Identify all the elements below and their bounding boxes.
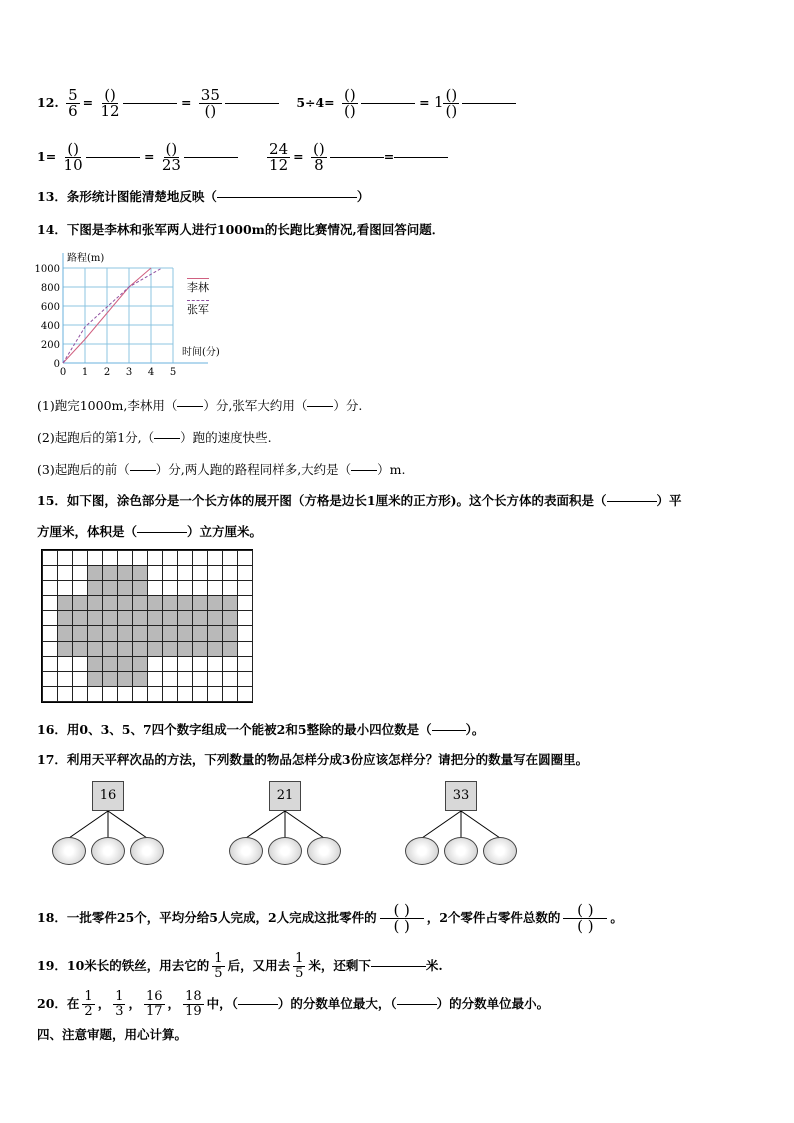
grid-cell: [42, 686, 58, 702]
t: 15．如下图，涂色部分是一个长方体的展开图（方格是边长1厘米的正方形)。这个长方体的表面积是（: [37, 493, 607, 508]
answer-blank[interactable]: [307, 406, 333, 407]
grid-cell: [72, 580, 88, 596]
grid-cell: [177, 550, 193, 566]
y-tick-label: 200: [40, 340, 60, 351]
t: ）的分数单位最小。: [436, 996, 550, 1011]
grid-cell: [147, 625, 163, 641]
den-blank[interactable]: ( ): [577, 917, 594, 935]
eq: =: [82, 95, 94, 110]
grid-cell: [192, 610, 208, 626]
grid-cell: [72, 610, 88, 626]
grid-cell: [162, 641, 178, 657]
grid-cell: [147, 656, 163, 672]
grid-cell: [207, 641, 223, 657]
grid-cell: [177, 686, 193, 702]
grid-cell: [192, 625, 208, 641]
t: 。: [610, 910, 623, 925]
num: (): [344, 86, 356, 104]
num: 1: [214, 951, 223, 966]
answer-blank[interactable]: [238, 1004, 278, 1005]
answer-circle[interactable]: [405, 837, 439, 865]
q14-text: 14．下图是李林和张军两人进行1000m的长跑比赛情况,看图回答问题．: [37, 222, 445, 237]
num: 1: [115, 989, 124, 1004]
grid-cell: [237, 641, 253, 657]
answer-circle[interactable]: [229, 837, 263, 865]
grid-cell: [207, 580, 223, 596]
answer-blank[interactable]: [394, 157, 448, 158]
grid-cell: [102, 610, 118, 626]
grid-cell: [207, 625, 223, 641]
eq: =: [419, 95, 430, 110]
quantity-box: 21: [269, 781, 301, 811]
grid-cell: [237, 610, 253, 626]
grid-cell: [117, 686, 133, 702]
answer-blank[interactable]: [184, 157, 238, 158]
grid-cell: [132, 580, 148, 596]
grid-cell: [117, 610, 133, 626]
t: ）分,张军大约用（: [203, 398, 308, 413]
grid-cell: [222, 595, 238, 611]
grid-cell: [207, 610, 223, 626]
grid-cell: [237, 625, 253, 641]
grid-cell: [222, 625, 238, 641]
q17-text: 17．利用天平秤次品的方法，下列数量的物品怎样分成3份应该怎样分？请把分的数量写在圆圈里。: [37, 752, 589, 767]
grid-cell: [87, 671, 103, 687]
grid-cell: [132, 625, 148, 641]
q16: [37, 720, 484, 738]
grid-cell: [147, 671, 163, 687]
grid-cell: [162, 671, 178, 687]
den: 19: [185, 1004, 202, 1019]
grid-cell: [207, 671, 223, 687]
grid-cell: [207, 565, 223, 581]
den-blank[interactable]: ( ): [393, 917, 410, 935]
answer-circle[interactable]: [307, 837, 341, 865]
grid-cell: [207, 686, 223, 702]
grid-cell: [57, 595, 73, 611]
quantity-box: 16: [92, 781, 124, 811]
grid-cell: [207, 595, 223, 611]
t: 16．用0、3、5、7四个数字组成一个能被2和5整除的最小四位数是（: [37, 722, 432, 737]
grid-cell: [222, 656, 238, 672]
grid-cell: [222, 686, 238, 702]
paren: ）: [356, 189, 370, 204]
grid-cell: [42, 671, 58, 687]
eq: =: [383, 149, 395, 164]
q18: [37, 903, 623, 934]
grid-cell: [72, 671, 88, 687]
answer-circle[interactable]: [130, 837, 164, 865]
t: (3)起跑后的前（: [37, 462, 130, 477]
grid-cell: [177, 671, 193, 687]
y-tick-label: 0: [53, 359, 60, 370]
grid-cell: [162, 625, 178, 641]
eq: =: [143, 149, 155, 164]
grid-cell: [42, 641, 58, 657]
grid-cell: [192, 671, 208, 687]
den: 6: [68, 102, 78, 120]
y-tick-label: 1000: [34, 264, 60, 275]
grid-cell: [162, 550, 178, 566]
den: 12: [100, 102, 120, 120]
grid-cell: [177, 595, 193, 611]
grid-cell: [222, 580, 238, 596]
grid-cell: [87, 550, 103, 566]
grid-cell: [57, 610, 73, 626]
q14-sub2: [37, 428, 272, 446]
grid-cell: [177, 580, 193, 596]
den: 2: [84, 1004, 93, 1019]
grid-cell: [132, 656, 148, 672]
grid-cell: [102, 580, 118, 596]
den: (): [445, 102, 458, 120]
q15-line1: [37, 491, 682, 509]
x-tick-label: 5: [169, 367, 177, 378]
grid-cell: [132, 565, 148, 581]
grid-cell: [87, 686, 103, 702]
grid-cell: [237, 565, 253, 581]
grid-cell: [42, 656, 58, 672]
q13-text: 13．条形统计图能清楚地反映（: [37, 189, 217, 204]
grid-cell: [162, 610, 178, 626]
grid-cell: [57, 625, 73, 641]
quantity-box: 33: [445, 781, 477, 811]
grid-cell: [132, 610, 148, 626]
grid-cell: [207, 656, 223, 672]
grid-cell: [222, 550, 238, 566]
grid-cell: [162, 565, 178, 581]
grid-cell: [177, 656, 193, 672]
grid-cell: [102, 625, 118, 641]
grid-cell: [237, 686, 253, 702]
q12-line2: [37, 142, 448, 173]
answer-blank[interactable]: [217, 197, 357, 198]
t: (1)跑完1000m,李林用（: [37, 398, 178, 413]
q15-line2: [37, 522, 262, 540]
answer-circle[interactable]: [91, 837, 125, 865]
t: ）分,两人跑的路程同样多,大约是（: [155, 462, 352, 477]
mixed-whole: 1: [433, 93, 444, 111]
t: ，: [97, 996, 111, 1011]
num: (): [104, 86, 116, 104]
grid-cell: [117, 580, 133, 596]
answer-blank[interactable]: [432, 730, 466, 731]
x-tick-label: 2: [103, 367, 111, 378]
answer-blank[interactable]: [330, 157, 384, 158]
answer-blank[interactable]: [130, 470, 156, 471]
t: 米，还剩下: [308, 958, 371, 973]
grid-cell: [147, 610, 163, 626]
div-expr: 5÷4=: [296, 95, 335, 110]
den: 3: [115, 1004, 124, 1019]
t: ，: [167, 996, 181, 1011]
grid-cell: [222, 671, 238, 687]
num: 24: [269, 140, 289, 158]
num: 16: [146, 989, 163, 1004]
num: (): [312, 140, 325, 158]
grid-cell: [147, 550, 163, 566]
grid-cell: [132, 550, 148, 566]
grid-cell: [102, 671, 118, 687]
series-line-dashed: [63, 268, 162, 363]
grid-cell: [87, 580, 103, 596]
grid-cell: [237, 580, 253, 596]
den: 5: [214, 966, 223, 981]
grid-cell: [72, 641, 88, 657]
grid-cell: [87, 656, 103, 672]
grid-cell: [42, 565, 58, 581]
answer-blank[interactable]: [361, 103, 415, 104]
den: 5: [295, 966, 304, 981]
answer-blank[interactable]: [462, 103, 516, 104]
t: 米.: [425, 958, 443, 973]
x-tick-label: 4: [147, 367, 155, 378]
grid-cell: [57, 686, 73, 702]
grid-cell: [222, 610, 238, 626]
den: 12: [269, 156, 289, 174]
t: ）m.: [377, 462, 406, 477]
grid-cell: [192, 641, 208, 657]
grid-cell: [147, 595, 163, 611]
grid-cell: [237, 671, 253, 687]
grid-cell: [117, 595, 133, 611]
den: 8: [314, 156, 324, 174]
grid-cell: [117, 641, 133, 657]
grid-cell: [42, 610, 58, 626]
grid-cell: [57, 580, 73, 596]
q-number: 12.: [37, 95, 59, 110]
grid-cell: [57, 671, 73, 687]
answer-blank[interactable]: [397, 1004, 437, 1005]
grid-cell: [192, 595, 208, 611]
grid-cell: [57, 550, 73, 566]
y-axis-label: 路程(m): [67, 253, 105, 264]
grid-cell: [162, 580, 178, 596]
t: 18．一批零件25个，平均分给5人完成，2人完成这批零件的: [37, 910, 377, 925]
grid-cell: [117, 625, 133, 641]
grid-cell: [102, 686, 118, 702]
grid-cell: [177, 565, 193, 581]
grid-cell: [72, 550, 88, 566]
q13: [37, 187, 369, 205]
grid-cell: [192, 580, 208, 596]
num-blank[interactable]: ( ): [380, 903, 424, 919]
q14-sub1: [37, 396, 362, 414]
y-tick-label: 800: [40, 283, 60, 294]
num: (): [445, 86, 458, 104]
grid-cell: [237, 595, 253, 611]
grid-cell: [147, 686, 163, 702]
t: (2)起跑后的第1分,（: [37, 430, 155, 445]
grid-cell: [132, 641, 148, 657]
grid-cell: [57, 565, 73, 581]
num: (): [165, 140, 178, 158]
grid-cell: [72, 686, 88, 702]
cuboid-net-grid: [41, 549, 253, 703]
answer-circle[interactable]: [52, 837, 86, 865]
grid-cell: [72, 625, 88, 641]
grid-cell: [42, 580, 58, 596]
grid-cell: [117, 671, 133, 687]
legend-lilin: 李林: [187, 278, 209, 295]
num: 1: [295, 951, 304, 966]
grid-cell: [87, 625, 103, 641]
one-eq: 1=: [37, 149, 57, 164]
grid-cell: [162, 686, 178, 702]
grid-cell: [207, 550, 223, 566]
grid-cell: [102, 550, 118, 566]
answer-blank[interactable]: [371, 966, 426, 967]
t: 20．在: [37, 996, 80, 1011]
grid-cell: [237, 656, 253, 672]
grid-cell: [57, 656, 73, 672]
x-tick-label: 3: [125, 367, 133, 378]
t: ）分.: [333, 398, 363, 413]
grid-cell: [42, 595, 58, 611]
t: ）跑的速度快些.: [180, 430, 272, 445]
den: (): [344, 102, 356, 120]
grid-cell: [147, 641, 163, 657]
grid-cell: [102, 656, 118, 672]
grid-cell: [162, 656, 178, 672]
grid-cell: [87, 641, 103, 657]
answer-blank[interactable]: [177, 406, 203, 407]
q19: [37, 952, 443, 981]
grid-cell: [42, 550, 58, 566]
t: ，2个零件占零件总数的: [426, 910, 561, 925]
section-heading: 四、注意审题，用心计算。: [37, 1027, 188, 1042]
answer-circle[interactable]: [444, 837, 478, 865]
t: 后，又用去: [227, 958, 291, 973]
grid-cell: [192, 686, 208, 702]
grid-cell: [177, 641, 193, 657]
answer-circle[interactable]: [268, 837, 302, 865]
answer-blank[interactable]: [351, 470, 377, 471]
den: (): [204, 102, 217, 120]
grid-cell: [177, 625, 193, 641]
y-tick-label: 600: [40, 302, 60, 313]
t: ）。: [465, 722, 485, 737]
num: 5: [68, 86, 78, 104]
grid-cell: [222, 641, 238, 657]
grid-cell: [192, 550, 208, 566]
grid-cell: [132, 686, 148, 702]
answer-blank[interactable]: [123, 103, 177, 104]
den: 10: [63, 156, 83, 174]
grid-cell: [192, 656, 208, 672]
x-axis-label: 时间(分): [182, 347, 220, 358]
legend-zhangjun: 张军: [187, 300, 209, 317]
answer-blank[interactable]: [154, 438, 180, 439]
grid-cell: [57, 641, 73, 657]
answer-blank[interactable]: [86, 157, 140, 158]
num-blank[interactable]: ( ): [563, 903, 607, 919]
grid-cell: [237, 550, 253, 566]
grid-cell: [147, 580, 163, 596]
num: 18: [185, 989, 202, 1004]
eq: =: [293, 149, 304, 164]
grid-cell: [102, 565, 118, 581]
den: 23: [161, 156, 181, 174]
answer-blank[interactable]: [607, 501, 657, 502]
x-tick-label: 0: [59, 367, 67, 378]
eq: =: [180, 95, 192, 110]
t: 方厘米，体积是（: [37, 524, 138, 539]
answer-blank[interactable]: [137, 532, 187, 533]
grid-cell: [72, 565, 88, 581]
grid-cell: [87, 565, 103, 581]
t: ，: [128, 996, 141, 1011]
grid-cell: [222, 565, 238, 581]
t: ）的分数单位最大，（: [277, 996, 397, 1011]
grid-cell: [132, 671, 148, 687]
grid-cell: [177, 610, 193, 626]
q14-sub3: [37, 460, 406, 478]
grid-cell: [117, 550, 133, 566]
grid-cell: [192, 565, 208, 581]
q20: [37, 990, 549, 1019]
grid-cell: [162, 595, 178, 611]
y-tick-label: 400: [40, 321, 60, 332]
num: 1: [84, 989, 93, 1004]
grid-cell: [42, 625, 58, 641]
grid-cell: [117, 656, 133, 672]
grid-cell: [147, 565, 163, 581]
grid-cell: [132, 595, 148, 611]
num: 35: [200, 86, 220, 104]
answer-blank[interactable]: [225, 103, 279, 104]
grid-cell: [87, 595, 103, 611]
grid-cell: [87, 610, 103, 626]
grid-cell: [117, 565, 133, 581]
answer-circle[interactable]: [483, 837, 517, 865]
grid-cell: [102, 641, 118, 657]
grid-cell: [72, 656, 88, 672]
t: ）立方厘米。: [187, 524, 263, 539]
q12-line1: [37, 88, 516, 119]
t: 19．10米长的铁丝，用去它的: [37, 958, 210, 973]
t: 中，（: [206, 996, 238, 1011]
x-tick-label: 1: [81, 367, 89, 378]
t: ）平: [656, 493, 682, 508]
grid-cell: [72, 595, 88, 611]
grid-cell: [102, 595, 118, 611]
den: 17: [146, 1004, 163, 1019]
num: (): [67, 140, 79, 158]
